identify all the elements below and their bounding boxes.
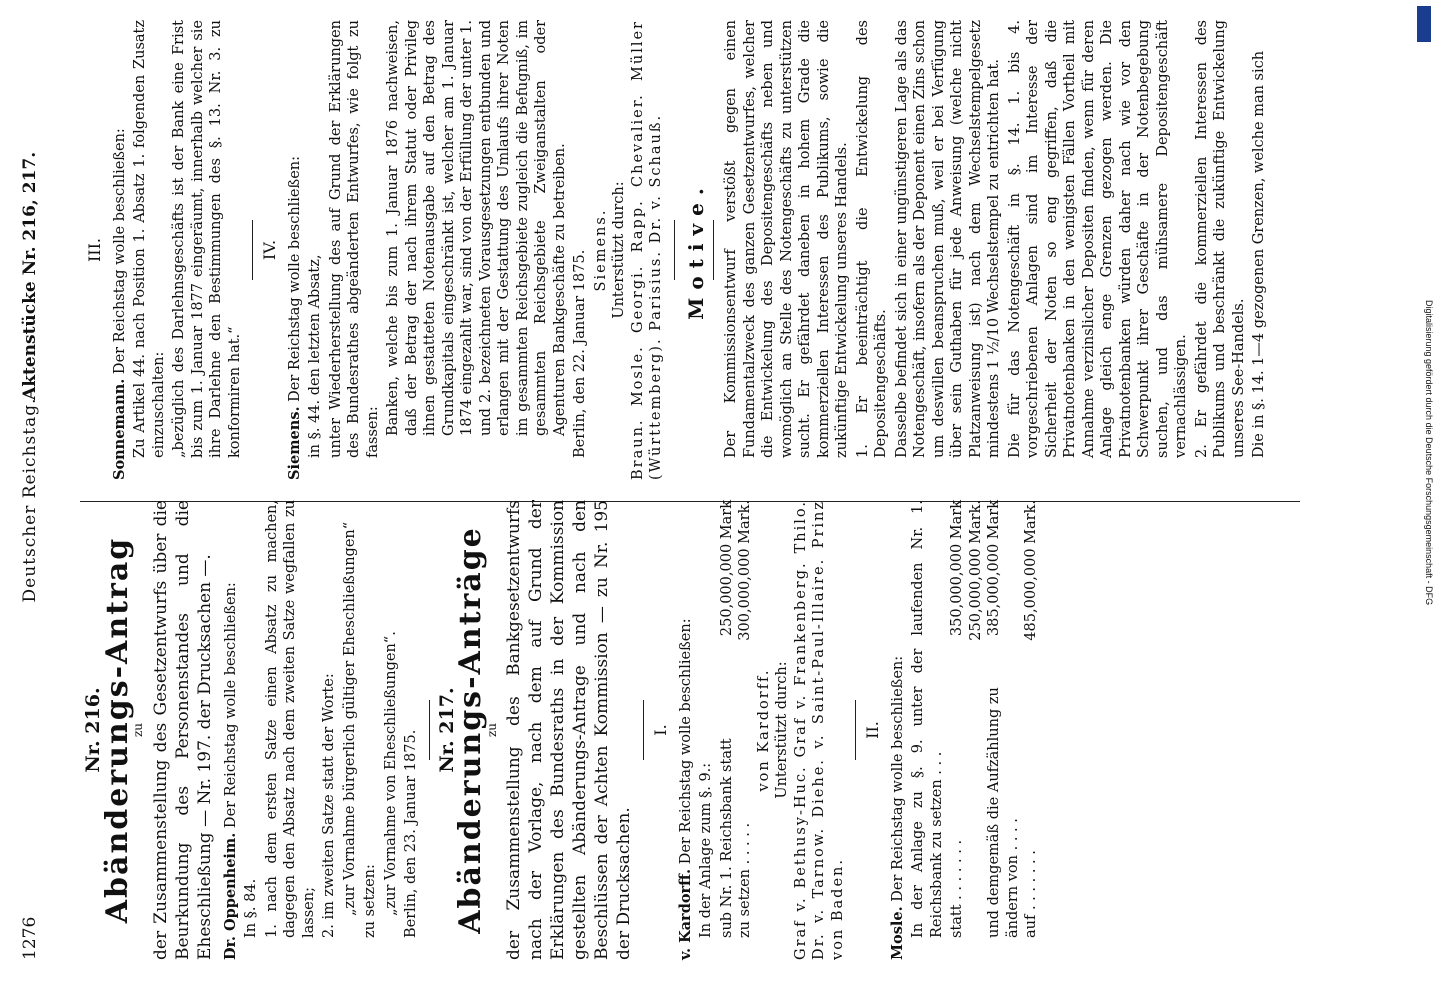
motion-text: Der Reichstag wolle beschließen: bbox=[677, 618, 694, 865]
motion-author: Mosle. bbox=[888, 906, 906, 960]
subtitle-216: der Zusammenstellung des Gesetzentwurfs über die Beurkundung des Personenstandes und die Eheschließung — Nr. 197. der Drucksachen —. bbox=[150, 500, 215, 960]
digitization-text: Digitalisierung gefördert durch die Deutsche Forschungsgemeinschaft - DFG bbox=[1424, 300, 1434, 606]
separator-rule bbox=[713, 220, 714, 280]
motion-text: in §. 44. den letzten Absatz, bbox=[307, 254, 323, 458]
motion-text: Banken, welche bis zum 1. Januar 1876 nachweisen, daß der Betrag der nach ihrem Statut oder Privileg ihnen gestatteten Notenausgabe auf den Betrag des Grundkapitals eingeschränkt ist, welcher am 1. Januar 1874 eingezahlt war, sind von der Erfüllung der unter 1. und 2. bezeichneten Vorausgesetzungen entbunden und erlangen mit der Gestattung des Umlaufs ihrer Noten im gesammten Reichsgebiete zugleich die Befugniß, im gesammten Reichsgebiete Zweiganstalten oder Agenturen Bankgeschäfte zu betreiben. bbox=[385, 20, 568, 436]
oppenheim-motion bbox=[222, 500, 421, 960]
header-publication: Deutscher Reichstag. bbox=[20, 397, 40, 603]
supported-by-label: Unterstützt durch: bbox=[611, 181, 627, 319]
motion-text: Der Reichstag wolle beschließen: bbox=[222, 582, 239, 829]
motion-text: Der Reichstag wolle beschließen: bbox=[286, 155, 303, 402]
title-217: Abänderungs-Anträge bbox=[453, 526, 488, 934]
motion-author: v. Kardorff. bbox=[676, 868, 694, 960]
dfg-logo bbox=[1417, 6, 1431, 42]
paragraph: Die für das Notengeschäft in §. 14. 1. bis 4. vorgeschriebenen Anlagen sind im Interesse der Sicherheit der Noten so eng gegriffen, daß die Privatnotenbanken in den wenigsten Fällen Vortheil mit Annahme verzinslicher Depositen finden, wenn für deren Anlage gleich enge Grenzen gezogen werden. Die Privatnotenbanken würden daher nach wie vor den Schwerpunkt ihrer Geschäfte in der Notenbegebung suchen, und das mühsamere Depositengeschäft vernachlässigen. bbox=[1006, 20, 1189, 458]
date-line: Berlin, den 23. Januar 1875. bbox=[403, 729, 419, 938]
separator-rule bbox=[252, 220, 253, 280]
motion-author: Sonnemann. bbox=[110, 378, 128, 480]
motion-text: 2. im zweiten Satze statt der Worte: bbox=[321, 673, 337, 938]
running-header bbox=[12, 0, 52, 1000]
separator-rule bbox=[855, 700, 856, 760]
left-column bbox=[80, 500, 1041, 960]
date-line: Berlin, den 22. Januar 1875. bbox=[572, 249, 588, 458]
digitization-note bbox=[1420, 300, 1434, 900]
motion-author: Dr. Oppenheim. bbox=[221, 832, 239, 960]
motive-text bbox=[722, 20, 1269, 480]
zu-label: zu bbox=[131, 722, 145, 738]
header-document-numbers: Aktenstücke Nr. 216, 217. bbox=[20, 151, 40, 400]
siemens-motion bbox=[286, 20, 666, 480]
separator-rule bbox=[674, 220, 675, 280]
motion-text: Der Reichstag wolle beschließen: bbox=[111, 128, 128, 375]
paragraph: 1. Er beeinträchtigt die Entwickelung des Depositengeschäfts. bbox=[854, 20, 889, 458]
signature: Siemens. bbox=[592, 208, 609, 292]
sonnemann-motion bbox=[111, 20, 245, 480]
motion-text: In der Anlage zu §. 9. unter der laufenden Nr. 1. Reichsbank zu setzen . . . bbox=[910, 500, 945, 938]
paragraph: Die in §. 14. 1—4 gezogenen Grenzen, welche man sich bbox=[1251, 50, 1267, 458]
subtitle-217: der Zusammenstellung des Bankgesetzentwurfs nach der Vorlage, nach dem auf Grund der Erklärungen des Bundesraths in der Kommission gestellten Abänderungs-Antrage und nach den Beschlüssen der Achten Kommission — zu Nr. 195 der Drucksachen. bbox=[504, 500, 634, 960]
amount-row: und demgemäß die Aufzählung zu ändern von . . . . 385,000,000 Mark bbox=[986, 500, 1021, 938]
motion-author: Siemens. bbox=[285, 406, 303, 480]
motion-text: „zur Vornahme bürgerlich gültiger Eheschließungen“ bbox=[341, 521, 358, 916]
supporters-list: Graf v. Bethusy-Huc. Graf v. Frankenberg. Thilo. Dr. v. Tarnow. Diehe. v. Saint-Paul-Illaire. Prinz von Baden. bbox=[792, 500, 846, 960]
kardorff-motion bbox=[677, 500, 848, 960]
motion-text: Der Reichstag wolle beschließen: bbox=[889, 655, 906, 902]
separator-rule bbox=[429, 700, 430, 760]
section-number: IV. bbox=[260, 239, 279, 261]
paragraph: Dasselbe befindet sich in einer ungünstigeren Lage als das Notengeschäft, insofern als der Deponent einen Zins schon um deswillen beanspruchen muß, weil er bei Verfügung über sein Guthaben für jede Anweisung (welche nicht Platzanweisung ist) nach dem Wechselstempelgesetz mindestens 1 ½/10 Wechselstempel zu entrichten hat. bbox=[893, 20, 1002, 458]
section-number: II. bbox=[863, 721, 882, 739]
section-number: III. bbox=[85, 237, 104, 263]
motion-text: „zur Vornahme von Eheschließungen“. bbox=[382, 631, 399, 916]
amount-row: statt . . . . . . . 350,000,000 Mark bbox=[949, 500, 965, 938]
supported-by-label: Unterstützt durch: bbox=[774, 661, 790, 799]
separator-rule bbox=[643, 700, 644, 760]
motion-text: unter Wiederherstellung des auf Grund der Erklärungen des Bundesrathes abgeänderten Entwurfes, wie folgt zu fassen: bbox=[327, 20, 381, 458]
motive-heading: Motive. bbox=[683, 180, 708, 320]
motion-text: „bezüglich des Darlehnsgeschäfts ist der Bank eine Frist bis zum 1. Januar 1877 eingeräumt, innerhalb welcher sie ihre Darlehne den Bestimmungen des §. 13. Nr. 3. zu konformiren hat.“ bbox=[171, 20, 243, 458]
amount-row: 250,000,000 Mark. bbox=[967, 500, 984, 641]
doc-number-217: Nr. 217. bbox=[435, 687, 458, 773]
doc-number-216: Nr. 216. bbox=[82, 687, 104, 773]
motion-text: In §. 84. bbox=[243, 878, 259, 938]
motion-text: zu setzen: bbox=[362, 864, 378, 938]
amount-row: zu setzen . . . . . 300,000,000 Mark. bbox=[737, 500, 753, 938]
title-216: Abänderungs-Antrag bbox=[99, 536, 135, 924]
right-column bbox=[80, 20, 1271, 480]
amount-row: auf . . . . . . . 485,000,000 Mark. bbox=[1023, 500, 1039, 938]
zu-label: zu bbox=[484, 722, 499, 738]
paragraph: 2. Er gefährdet die kommerziellen Interessen des Publikums und beschränkt die zukünftige Entwickelung unseres See-Handels. bbox=[1193, 20, 1247, 458]
amount-row: sub Nr. 1. Reichsbank statt 250,000,000 Mark bbox=[718, 500, 735, 938]
section-number: I. bbox=[651, 724, 670, 736]
signature: von Kardorff. bbox=[755, 668, 772, 792]
paragraph: Der Kommissionsentwurf verstößt gegen einen Fundamentalzweck des ganzen Gesetzentwurfes, welcher die Entwickelung des Depositengeschäfts neben und womöglich an Stelle des Notengeschäfts zu unterstützen sucht. Er gefährdet daneben in hohem Grade die kommerziellen Interessen des Publikums, sowie die zukünftige Entwickelung unseres Handels. bbox=[723, 20, 850, 458]
motion-text: In der Anlage zum §. 9.: bbox=[698, 762, 714, 938]
page-number: 1276 bbox=[20, 916, 40, 960]
supporters-list: Braun. Mosle. Georgi. Rapp. Chevalier. Müller (Württemberg). Parisius. Dr. v. Schauß. bbox=[629, 20, 664, 480]
motion-text: Zu Artikel 44. nach Position 1. Absatz 1. folgenden Zusatz einzuschalten: bbox=[132, 20, 167, 458]
mosle-motion bbox=[889, 500, 1041, 960]
motion-text: 1. nach dem ersten Satze einen Absatz zu machen, dagegen den Absatz nach dem zweiten Satze wegfallen zu lassen; bbox=[263, 500, 317, 938]
